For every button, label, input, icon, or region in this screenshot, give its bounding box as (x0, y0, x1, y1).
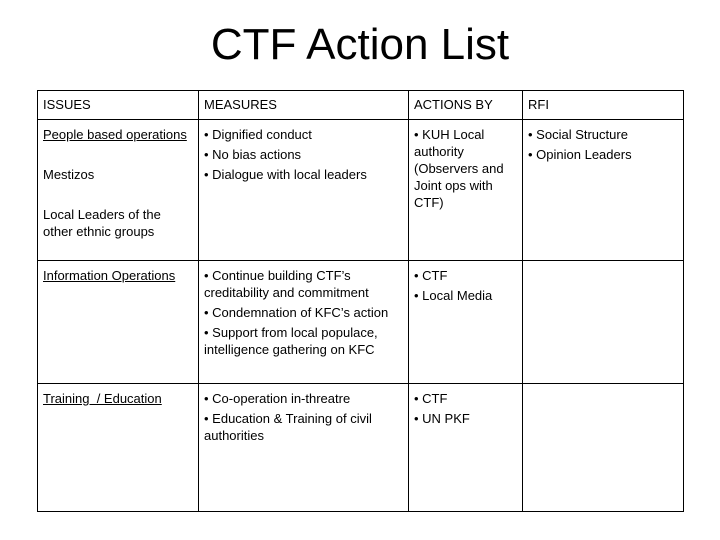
header-actions-by: ACTIONS BY (409, 91, 523, 120)
action-table (37, 90, 684, 512)
issue-item: Local Leaders of the other ethnic groups (43, 207, 161, 239)
rfi-item: • Social Structure (528, 126, 678, 143)
measures-cell (199, 261, 409, 384)
issue-item: Information Operations (43, 268, 176, 283)
issues-cell (38, 261, 199, 384)
issue-item: Training / Education (43, 391, 162, 406)
measure-item: • Support from local populace, intelligence gathering on KFC (204, 324, 403, 358)
actions-by-cell (409, 261, 523, 384)
measure-item: • Education & Training of civil authorities (204, 410, 403, 444)
action-item: • CTF (414, 267, 517, 284)
issues-cell (38, 384, 199, 512)
actions-by-cell (409, 384, 523, 512)
measure-item: • Continue building CTF’s creditability and commitment (204, 267, 403, 301)
header-row (38, 91, 684, 120)
issue-item: Mestizos (43, 167, 95, 182)
measure-item: • Dignified conduct (204, 126, 403, 143)
issue-item: People based operations (43, 127, 187, 142)
issues-cell (38, 120, 199, 261)
action-item: • UN PKF (414, 410, 517, 427)
table-row (38, 261, 684, 384)
measures-cell (199, 384, 409, 512)
table-row (38, 120, 684, 261)
measure-item: • Co-operation in-threatre (204, 390, 403, 407)
measure-item: • Condemnation of KFC’s action (204, 304, 403, 321)
rfi-cell (523, 261, 684, 384)
header-issues: ISSUES (38, 91, 199, 120)
measure-item: • No bias actions (204, 146, 403, 163)
measure-item: • Dialogue with local leaders (204, 166, 403, 183)
action-item: • Local Media (414, 287, 517, 304)
table-row (38, 384, 684, 512)
rfi-cell (523, 384, 684, 512)
header-measures: MEASURES (199, 91, 409, 120)
header-rfi: RFI (523, 91, 684, 120)
action-item: • KUH Local authority (Observers and Joint ops with CTF) (414, 126, 517, 211)
measures-cell (199, 120, 409, 261)
rfi-item: • Opinion Leaders (528, 146, 678, 163)
actions-by-cell (409, 120, 523, 261)
page-title: CTF Action List (210, 20, 510, 69)
action-item: • CTF (414, 390, 517, 407)
rfi-cell (523, 120, 684, 261)
